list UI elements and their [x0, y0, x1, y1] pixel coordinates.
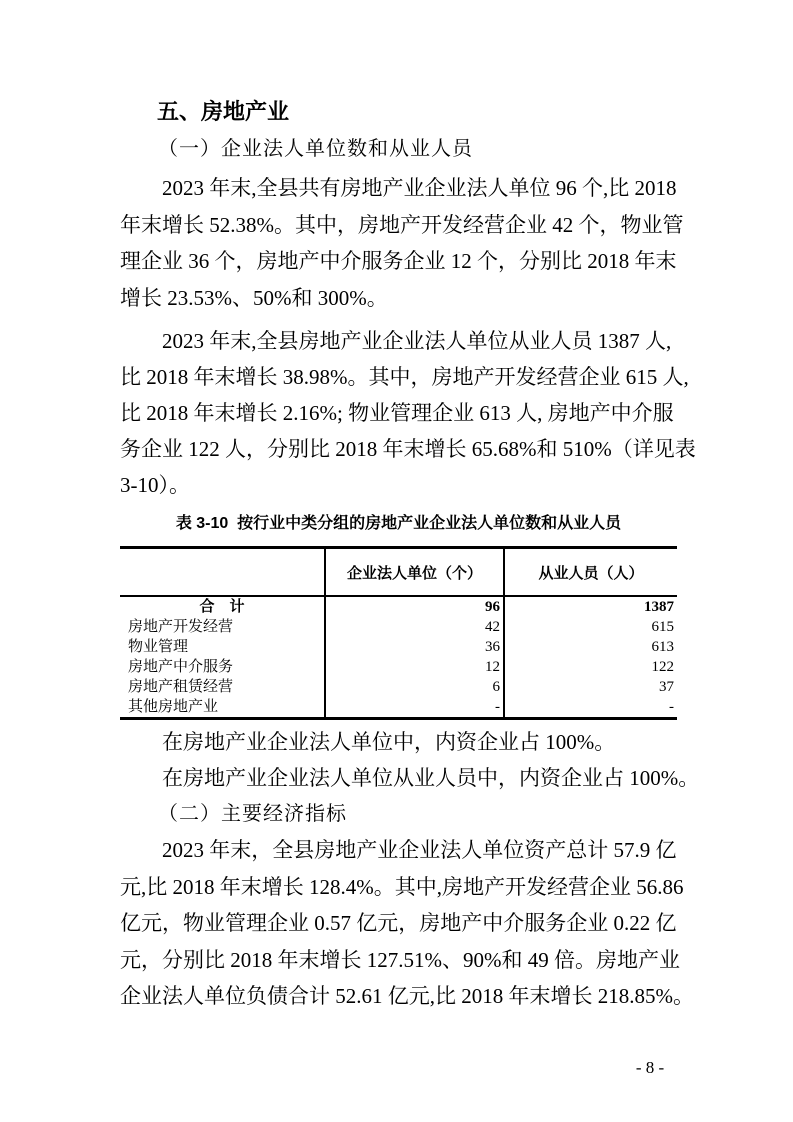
table-3-10	[120, 546, 677, 720]
row-units-value: 6	[324, 677, 503, 697]
paragraph-1-line-2: 年末增长 52.38%。其中，房地产开发经营企业 42 个，物业管	[120, 213, 684, 237]
row-label: 物业管理	[128, 639, 189, 655]
table-row	[120, 617, 677, 637]
table-row	[120, 657, 677, 677]
paragraph-2-line-3: 比 2018 年末增长 2.16%; 物业管理企业 613 人, 房地产中介服	[120, 401, 674, 425]
row-employees-value: 1387	[503, 597, 677, 617]
table-header-employees: 从业人员（人）	[503, 549, 677, 595]
table-header-units: 企业法人单位（个）	[324, 549, 503, 595]
table-header-row	[120, 549, 677, 597]
subsection-heading-2: （二）主要经济指标	[158, 803, 347, 825]
table-row	[120, 677, 677, 697]
statement-domestic-employees: 在房地产业企业法人单位从业人员中，内资企业占 100%。	[162, 766, 700, 790]
table-row	[120, 637, 677, 657]
row-units-value: 42	[324, 617, 503, 637]
paragraph-2-line-2: 比 2018 年末增长 38.98%。其中，房地产开发经营企业 615 人,	[120, 365, 689, 389]
page-number: - 8 -	[635, 1058, 665, 1077]
row-label: 房地产中介服务	[128, 659, 234, 675]
paragraph-1-line-1: 2023 年末,全县共有房地产业企业法人单位 96 个,比 2018	[162, 176, 677, 200]
table-row-total	[120, 597, 677, 617]
row-label: 其他房地产业	[128, 699, 219, 715]
row-employees-value: 615	[503, 617, 677, 637]
statement-domestic-units: 在房地产业企业法人单位中，内资企业占 100%。	[162, 730, 616, 754]
paragraph-3-line-5: 企业法人单位负债合计 52.61 亿元,比 2018 年末增长 218.85%。	[120, 984, 694, 1008]
row-label: 房地产租赁经营	[128, 679, 234, 695]
row-employees-value: 613	[503, 637, 677, 657]
table-title: 表 3-10 按行业中类分组的房地产业企业法人单位数和从业人员	[175, 515, 622, 532]
row-label: 房地产开发经营	[128, 619, 234, 635]
subsection-heading-1: （一）企业法人单位数和从业人员	[158, 138, 473, 160]
paragraph-2-line-5: 3-10）。	[120, 473, 190, 497]
paragraph-3-line-2: 元,比 2018 年末增长 128.4%。其中,房地产开发经营企业 56.86	[120, 875, 684, 899]
paragraph-3-line-3: 亿元，物业管理企业 0.57 亿元，房地产中介服务企业 0.22 亿	[120, 911, 677, 935]
paragraph-2-line-4: 务企业 122 人，分别比 2018 年末增长 65.68%和 510%（详见表	[120, 437, 696, 461]
row-units-value: -	[324, 697, 503, 717]
paragraph-1-line-3: 理企业 36 个，房地产中介服务企业 12 个，分别比 2018 年末	[120, 249, 677, 273]
paragraph-3-line-1: 2023 年末，全县房地产业企业法人单位资产总计 57.9 亿	[162, 838, 677, 862]
row-employees-value: 37	[503, 677, 677, 697]
paragraph-2-line-1: 2023 年末,全县房地产业企业法人单位从业人员 1387 人,	[162, 329, 672, 353]
paragraph-1-line-4: 增长 23.53%、50%和 300%。	[120, 286, 388, 310]
section-heading: 五、房地产业	[157, 99, 290, 124]
table-header-blank	[120, 549, 324, 595]
row-employees-value: -	[503, 697, 677, 717]
row-units-value: 36	[324, 637, 503, 657]
row-label: 合 计	[199, 599, 245, 615]
row-units-value: 96	[324, 597, 503, 617]
row-employees-value: 122	[503, 657, 677, 677]
row-units-value: 12	[324, 657, 503, 677]
table-row	[120, 697, 677, 717]
paragraph-3-line-4: 元，分别比 2018 年末增长 127.51%、90%和 49 倍。房地产业	[120, 948, 680, 972]
